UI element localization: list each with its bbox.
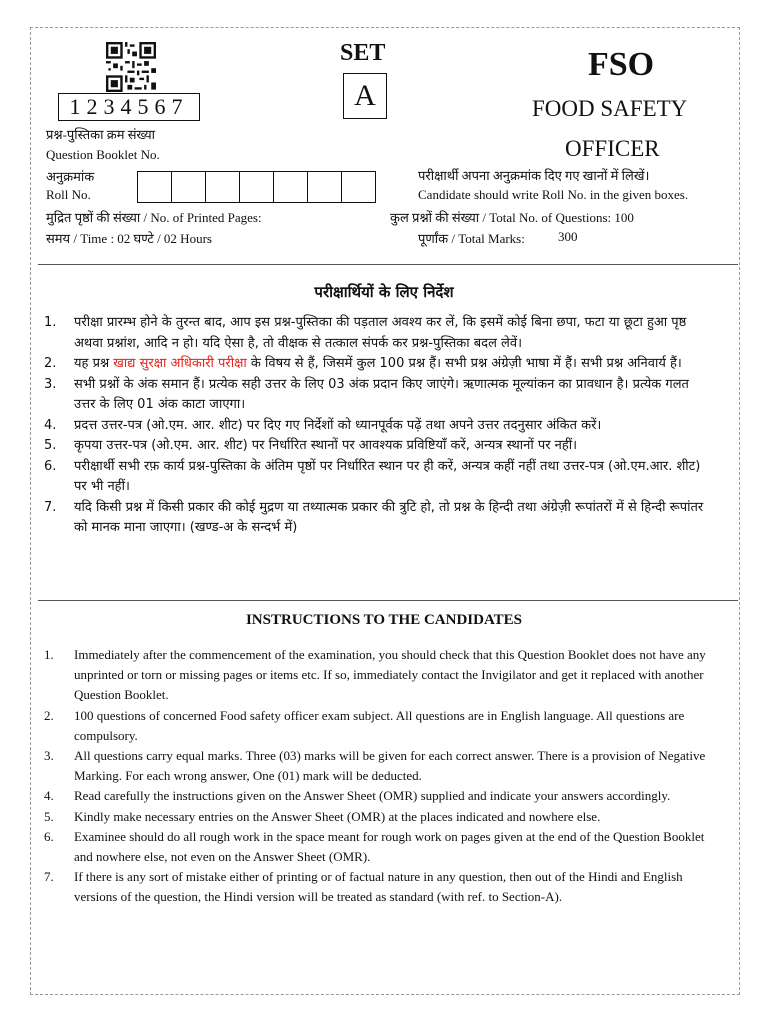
qr-code-icon bbox=[105, 42, 157, 92]
list-item bbox=[44, 416, 714, 437]
roll-instruction-english: Candidate should write Roll No. in the given boxes. bbox=[418, 187, 689, 202]
item-text-part: के विषय से हैं, जिसमें कुल 100 प्रश्न हैं। सभी प्रश्न अंग्रेज़ी भाषा में हैं। सभी प्रश्न अनिवार्य हैं। bbox=[246, 356, 682, 371]
exam-code: FSO bbox=[588, 46, 655, 83]
item-text bbox=[74, 354, 714, 375]
set-label: SET bbox=[340, 40, 386, 66]
roll-label-english: Roll No. bbox=[46, 187, 91, 202]
roll-digit-box[interactable] bbox=[239, 171, 274, 203]
list-item bbox=[44, 867, 710, 907]
item-number: 6. bbox=[44, 828, 54, 844]
roll-label-hindi: अनुक्रमांक bbox=[46, 169, 95, 184]
item-text: Kindly make necessary entries on the Answer Sheet (OMR) at the places indicated and nowhere else. bbox=[74, 808, 601, 824]
item-number: 5. bbox=[44, 438, 57, 453]
exam-name-highlight: खाद्य सुरक्षा अधिकारी परीक्षा bbox=[113, 356, 247, 371]
total-marks-value: 300 bbox=[558, 229, 578, 244]
roll-number-boxes[interactable] bbox=[138, 171, 376, 203]
post-title-line1: FOOD SAFETY bbox=[532, 96, 688, 121]
post-title-line2: OFFICER bbox=[565, 136, 660, 161]
booklet-number: 1234567 bbox=[58, 93, 200, 121]
roll-digit-box[interactable] bbox=[273, 171, 308, 203]
item-number: 1. bbox=[44, 647, 54, 662]
divider bbox=[38, 264, 738, 265]
item-text: 100 questions of concerned Food safety officer exam subject. All questions are in English language. All questions are compulsory. bbox=[74, 707, 685, 743]
list-item bbox=[44, 436, 714, 457]
item-text: प्रदत्त उत्तर-पत्र (ओ.एम. आर. शीट) पर दिए गए निर्देशों को ध्यानपूर्वक पढ़ें तथा अपने उत्तर तदनुसार अंकित करें। bbox=[74, 417, 602, 433]
hindi-section-title: परीक्षार्थियों के लिए निर्देश bbox=[314, 283, 454, 301]
booklet-label-english: Question Booklet No. bbox=[46, 147, 160, 162]
item-number: 3. bbox=[44, 748, 54, 764]
time-label: समय / Time : 02 घण्टे / 02 Hours bbox=[46, 231, 212, 246]
total-marks-label: पूर्णांक / Total Marks: bbox=[418, 231, 525, 246]
item-number: 1. bbox=[44, 315, 57, 330]
item-number: 7. bbox=[44, 869, 54, 885]
item-text: If there is any sort of mistake either of printing or of factual nature in any question, then out of the Hindi and English versions of the question, the Hindi version will be treated as standard (with ref. to Section-A). bbox=[74, 869, 683, 905]
english-instructions-list bbox=[44, 645, 710, 908]
item-number: 7. bbox=[44, 499, 57, 515]
item-text: Immediately after the commencement of the examination, you should check that this Question Booklet does not have any unprinted or torn or missing pages or items etc. If so, immediately contact the Invigilator and get it replaced with another Question Booklet. bbox=[74, 647, 706, 703]
booklet-label-hindi: प्रश्न-पुस्तिका क्रम संख्या bbox=[46, 127, 156, 142]
item-text: कृपया उत्तर-पत्र (ओ.एम. आर. शीट) पर निर्धारित स्थानों पर आवश्यक प्रविष्टियाँ करें, अन्यत्र स्थानों पर नहीं। bbox=[74, 438, 578, 453]
list-item bbox=[44, 354, 714, 375]
item-number: 6. bbox=[44, 458, 57, 474]
list-item bbox=[44, 313, 714, 354]
item-number: 3. bbox=[44, 376, 57, 392]
roll-digit-box[interactable] bbox=[137, 171, 172, 203]
item-number: 2. bbox=[44, 356, 57, 371]
item-number: 4. bbox=[44, 788, 54, 804]
list-item bbox=[44, 498, 714, 539]
item-number: 5. bbox=[44, 808, 54, 824]
list-item bbox=[44, 827, 710, 867]
roll-digit-box[interactable] bbox=[205, 171, 240, 203]
item-number: 4. bbox=[44, 417, 57, 433]
item-text: Examinee should do all rough work in the space meant for rough work on pages given at the end of the Question Booklet and nowhere else, not even on the Answer Sheet (OMR). bbox=[74, 828, 705, 865]
roll-instruction-hindi: परीक्षार्थी अपना अनुक्रमांक दिए गए खानों में लिखें। bbox=[418, 168, 650, 183]
list-item bbox=[44, 375, 714, 416]
item-number: 2. bbox=[44, 707, 54, 723]
list-item bbox=[44, 746, 710, 786]
item-text: Read carefully the instructions given on the Answer Sheet (OMR) supplied and indicate your answers accordingly. bbox=[74, 788, 671, 804]
item-text: परीक्षा प्रारम्भ होने के तुरन्त बाद, आप इस प्रश्न-पुस्तिका की पड़ताल अवश्य कर लें, कि इसमें कोई बिना छपा, फटा या छूटा हुआ पृष्ठ अथवा प्रश्नांश, आदि न हो। यदि ऐसा है, तो वीक्षक से तत्काल संपर्क कर प्रश्न-पुस्तिका बदल लेवें। bbox=[74, 315, 687, 351]
item-text: परीक्षार्थी सभी रफ़ कार्य प्रश्न-पुस्तिका के अंतिम पृष्ठों पर निर्धारित स्थान पर ही करें, अन्यत्र कहीं नहीं तथा उत्तर-पत्र (ओ.एम.आर. शीट) पर भी नहीं। bbox=[74, 458, 701, 494]
printed-pages-label: मुद्रित पृष्ठों की संख्या / No. of Printed Pages: bbox=[46, 210, 262, 225]
roll-digit-box[interactable] bbox=[307, 171, 342, 203]
item-text: सभी प्रश्नों के अंक समान हैं। प्रत्येक सही उत्तर के लिए 03 अंक प्रदान किए जाएंगे। ऋणात्मक मूल्यांकन का प्रावधान है। प्रत्येक गलत उत्तर के लिए 01 अंक काटा जाएगा। bbox=[74, 376, 689, 412]
set-value: A bbox=[343, 73, 387, 119]
list-item bbox=[44, 706, 710, 746]
item-text: All questions carry equal marks. Three (03) marks will be given for each correct answer. There is a provision of Negative Marking. For each wrong answer, One (01) mark will be deducted. bbox=[74, 748, 706, 784]
hindi-instructions-list bbox=[44, 313, 714, 539]
divider bbox=[38, 600, 738, 601]
item-text-part: यह प्रश्न bbox=[74, 356, 114, 371]
item-text: यदि किसी प्रश्न में किसी प्रकार की कोई मुद्रण या तथ्यात्मक प्रकार की त्रुटि हो, तो प्रश्न के हिन्दी तथा अंग्रेज़ी रूपांतरों में से हिन्दी रूपांतर को मानक माना जाएगा। (खण्ड-अ के सन्दर्भ में) bbox=[74, 499, 704, 535]
list-item bbox=[44, 645, 710, 706]
roll-digit-box[interactable] bbox=[171, 171, 206, 203]
list-item bbox=[44, 457, 714, 498]
english-section-title: INSTRUCTIONS TO THE CANDIDATES bbox=[245, 612, 523, 628]
roll-digit-box[interactable] bbox=[341, 171, 376, 203]
list-item bbox=[44, 786, 710, 806]
list-item bbox=[44, 807, 710, 827]
total-questions-label: कुल प्रश्नों की संख्या / Total No. of Questions: 100 bbox=[390, 210, 634, 225]
